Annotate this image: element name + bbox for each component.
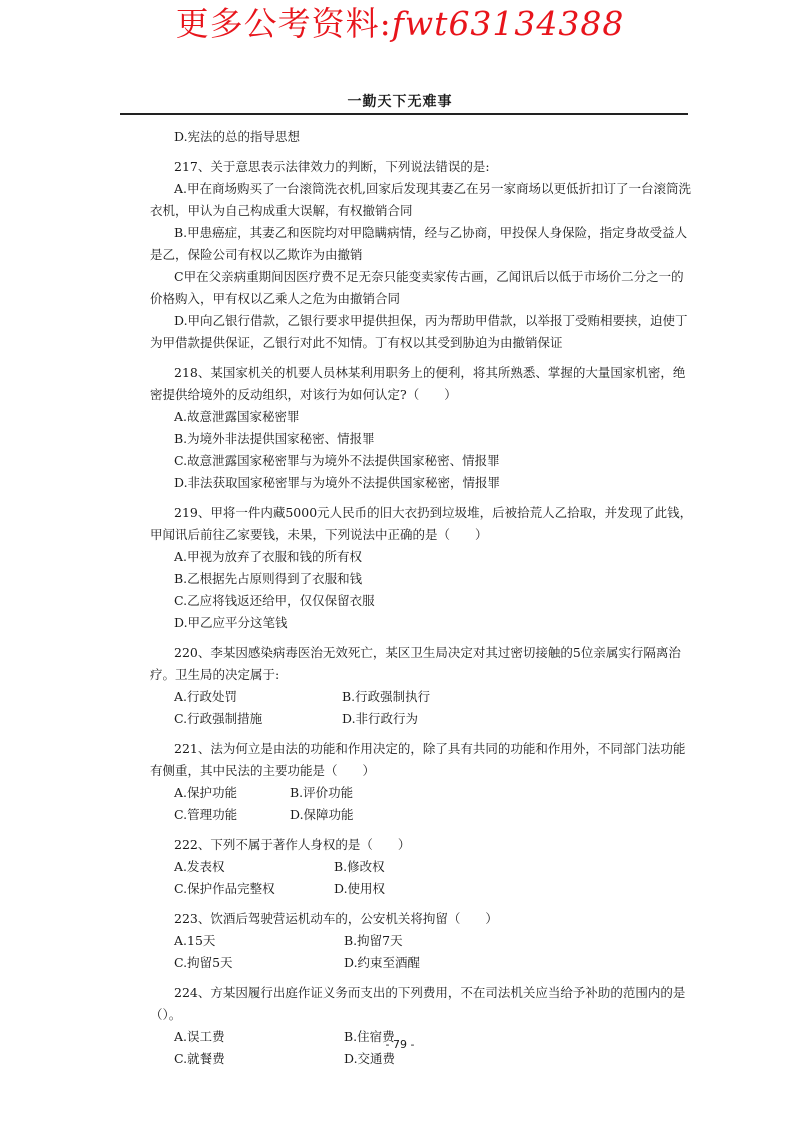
q220-option-d: D.非行政行为: [342, 711, 419, 726]
q220-option-b: B.行政强制执行: [342, 689, 431, 704]
watermark-code: fwt63134388: [391, 4, 625, 43]
q218-option-b: B.为境外非法提供国家秘密、情报罪: [174, 431, 375, 446]
q222-option-b: B.修改权: [334, 859, 385, 874]
q224-option-b: B.住宿费: [344, 1029, 395, 1044]
q221-option-c: C.管理功能: [174, 807, 238, 822]
page-number: - 79 -: [385, 1038, 415, 1051]
q222-stem: 222、下列不属于著作人身权的是（ ）: [174, 837, 411, 852]
q219-option-d: D.甲乙应平分这笔钱: [174, 615, 288, 630]
q221-option-d: D.保障功能: [290, 807, 354, 822]
q221-option-b: B.评价功能: [290, 785, 354, 800]
q224-option-c: C.就餐费: [174, 1051, 225, 1066]
q220-stem: 220、李某因感染病毒医治无效死亡，某区卫生局决定对其过密切接触的5位亲属实行隔离治疗。卫生局的决定属于:: [150, 645, 681, 682]
q218-option-a: A.故意泄露国家秘密罪: [174, 409, 300, 424]
q221-options-row-2: [150, 804, 694, 826]
q220-option-a: A.行政处罚: [174, 689, 238, 704]
q220-option-c: C.行政强制措施: [174, 711, 263, 726]
q217-option-a: A.甲在商场购买了一台滚筒洗衣机,回家后发现其妻乙在另一家商场以更低折扣订了一台滚筒洗衣机，甲认为自己构成重大误解，有权撤销合同: [150, 181, 691, 218]
q219-option-a: A.甲视为放弃了衣服和钱的所有权: [174, 549, 363, 564]
watermark-banner: [0, 4, 800, 44]
q222-option-c: C.保护作品完整权: [174, 881, 275, 896]
q220-options-row-1: [150, 686, 694, 708]
q218-stem: 218、某国家机关的机要人员林某利用职务上的便利，将其所熟悉、掌握的大量国家机密，绝密提供给境外的反动组织，对该行为如何认定?（ ）: [150, 365, 686, 402]
q220-options-row-2: [150, 708, 694, 730]
q223-option-b: B.拘留7天: [344, 933, 403, 948]
q223-option-d: D.约束至酒醒: [344, 955, 421, 970]
q222-options-row-1: [150, 856, 694, 878]
q219-stem: 219、甲将一件内藏5000元人民币的旧大衣扔到垃圾堆，后被拾荒人乙拾取，并发现了此钱，甲闻讯后前往乙家要钱，未果，下列说法中正确的是（ ）: [150, 505, 693, 542]
watermark-prefix: 更多公考资料:: [175, 4, 392, 43]
header-rule: [120, 113, 688, 115]
q223-options-row-2: [150, 952, 694, 974]
q222-options-row-2: [150, 878, 694, 900]
q221-options-row-1: [150, 782, 694, 804]
q221-option-a: A.保护功能: [174, 785, 238, 800]
q218-option-d: D.非法获取国家秘密罪与为境外不法提供国家秘密，情报罪: [174, 475, 501, 490]
q223-stem: 223、饮酒后驾驶营运机动车的，公安机关将拘留（ ）: [174, 911, 498, 926]
q222-option-d: D.使用权: [334, 881, 386, 896]
q224-options-row-2: [150, 1048, 694, 1070]
page-header-title: 一勤天下无难事: [347, 94, 453, 110]
q223-options-row-1: [150, 930, 694, 952]
q217-option-d: D.甲向乙银行借款，乙银行要求甲提供担保，丙为帮助甲借款，以举报丁受贿相要挟，迫使丁为甲借款提供保证，乙银行对此不知情。丁有权以其受到胁迫为由撤销保证: [150, 313, 688, 350]
q217-stem: 217、关于意思表示法律效力的判断，下列说法错误的是:: [174, 159, 490, 174]
q216-option-d: D.宪法的总的指导思想: [174, 129, 301, 144]
q224-option-a: A.误工费: [174, 1029, 225, 1044]
q224-option-d: D.交通费: [344, 1051, 396, 1066]
q217-option-b: B.甲患癌症，其妻乙和医院均对甲隐瞒病情，经与乙协商，甲投保人身保险，指定身故受益人是乙，保险公司有权以乙欺诈为由撤销: [150, 225, 688, 262]
q223-option-a: A.15天: [174, 933, 216, 948]
q219-option-c: C.乙应将钱返还给甲，仅仅保留衣服: [174, 593, 375, 608]
q218-option-c: C.故意泄露国家秘密罪与为境外不法提供国家秘密、情报罪: [174, 453, 500, 468]
q221-stem: 221、法为何立是由法的功能和作用决定的，除了具有共同的功能和作用外，不同部门法功能有侧重，其中民法的主要功能是（ ）: [150, 741, 686, 778]
q222-option-a: A.发表权: [174, 859, 225, 874]
page-content: [150, 126, 694, 1070]
q219-option-b: B.乙根据先占原则得到了衣服和钱: [174, 571, 363, 586]
q217-option-c: C甲在父亲病重期间因医疗费不足无奈只能变卖家传古画，乙闻讯后以低于市场价二分之一的价格购入，甲有权以乙乘人之危为由撤销合同: [150, 269, 684, 306]
q224-stem: 224、方某因履行出庭作证义务而支出的下列费用，不在司法机关应当给予补助的范围内的是（）。: [150, 985, 686, 1022]
q223-option-c: C.拘留5天: [174, 955, 233, 970]
